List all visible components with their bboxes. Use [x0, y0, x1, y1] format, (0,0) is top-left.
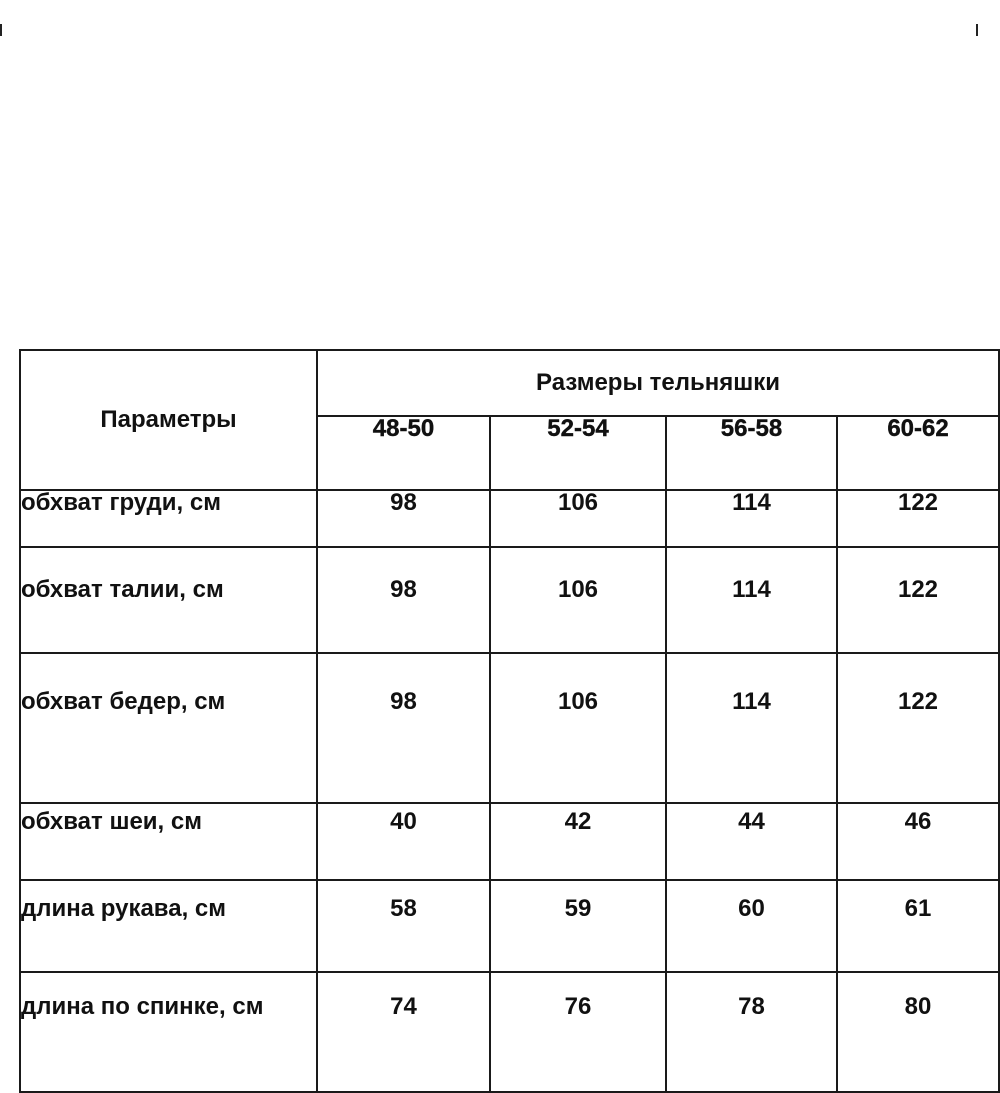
crop-mark-left — [0, 24, 2, 36]
table-cell: 76 — [490, 972, 666, 1092]
row-label: длина рукава, см — [20, 880, 317, 972]
table-cell: 58 — [317, 880, 490, 972]
table-cell: 114 — [666, 547, 837, 653]
sizes-group-header: Размеры тельняшки — [317, 350, 999, 416]
table-cell: 59 — [490, 880, 666, 972]
table-cell: 98 — [317, 653, 490, 803]
table-cell: 80 — [837, 972, 999, 1092]
table-cell: 106 — [490, 653, 666, 803]
table-cell: 61 — [837, 880, 999, 972]
table-cell: 40 — [317, 803, 490, 880]
table-cell: 74 — [317, 972, 490, 1092]
table-cell: 98 — [317, 490, 490, 547]
table-row — [20, 547, 999, 653]
size-header: 56-58 — [666, 416, 837, 490]
row-label: обхват бедер, см — [20, 653, 317, 803]
size-chart-table — [19, 349, 1000, 1093]
table-row — [20, 490, 999, 547]
size-header: 60-62 — [837, 416, 999, 490]
table-row — [20, 972, 999, 1092]
row-label: длина по спинке, см — [20, 972, 317, 1092]
table-cell: 122 — [837, 653, 999, 803]
table-cell: 44 — [666, 803, 837, 880]
table-cell: 122 — [837, 490, 999, 547]
row-label: обхват груди, см — [20, 490, 317, 547]
table-row — [20, 880, 999, 972]
table-row — [20, 803, 999, 880]
row-label: обхват шеи, см — [20, 803, 317, 880]
table-row — [20, 653, 999, 803]
table-cell: 78 — [666, 972, 837, 1092]
table-cell: 46 — [837, 803, 999, 880]
table-cell: 122 — [837, 547, 999, 653]
table-cell: 106 — [490, 490, 666, 547]
table-cell: 106 — [490, 547, 666, 653]
parameters-header: Параметры — [20, 350, 317, 490]
table-cell: 42 — [490, 803, 666, 880]
table-cell: 98 — [317, 547, 490, 653]
crop-mark-right — [976, 24, 978, 36]
row-label: обхват талии, см — [20, 547, 317, 653]
header-row-group — [20, 350, 999, 416]
size-header: 48-50 — [317, 416, 490, 490]
table-cell: 114 — [666, 653, 837, 803]
table-cell: 114 — [666, 490, 837, 547]
table-cell: 60 — [666, 880, 837, 972]
size-header: 52-54 — [490, 416, 666, 490]
